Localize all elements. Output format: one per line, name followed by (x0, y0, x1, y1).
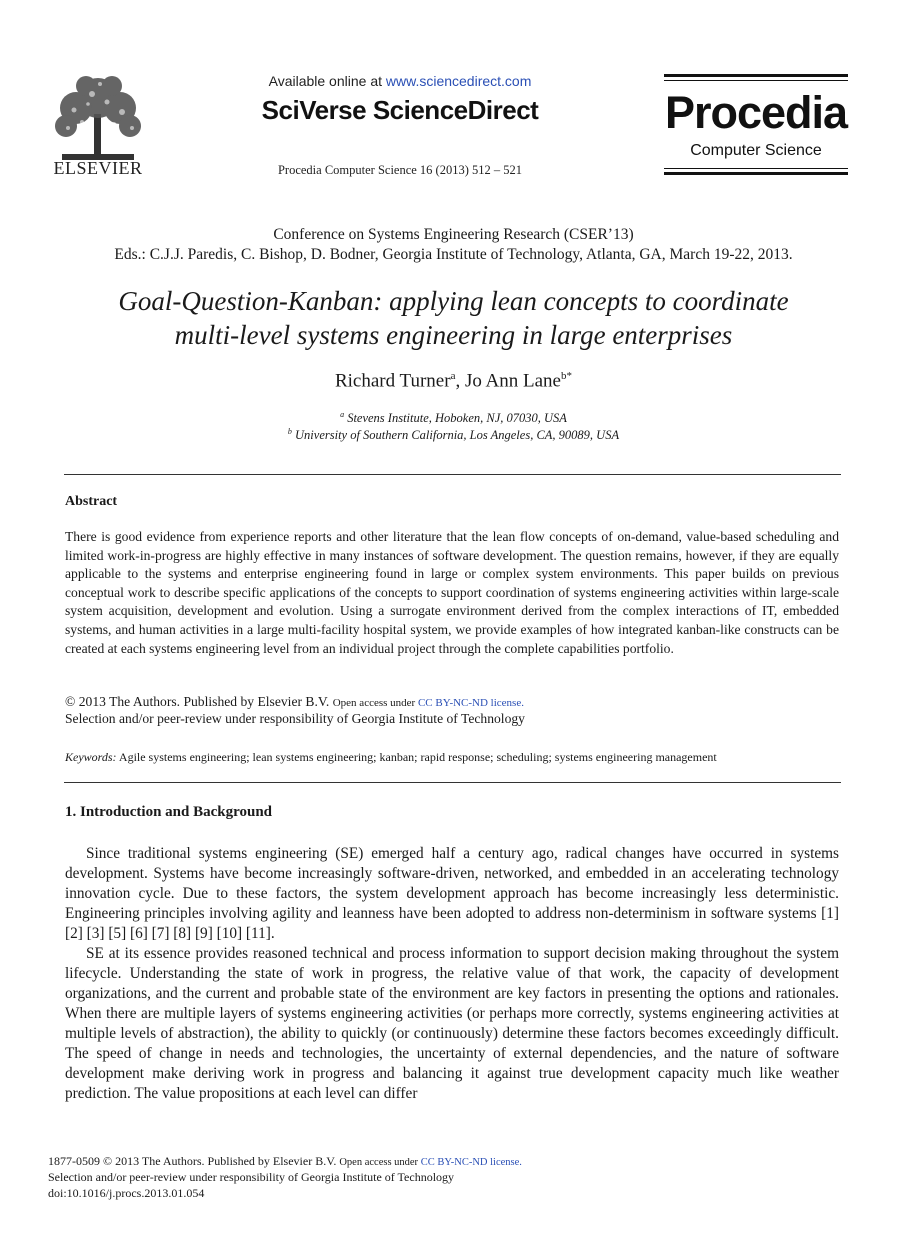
copyright-line (65, 694, 524, 710)
copyright-text: © 2013 The Authors. Published by Elsevier B.V. (65, 694, 333, 709)
abstract-body: There is good evidence from experience reports and other literature that the lean flow concepts of on-demand, value-based scheduling and limited work-in-progress are highly effective in many instances of software development. The question remains, however, if they are equally applicable to the systems and enterprise engineering found in large or complex system environments. This paper builds on previous conceptual work to describe specific applications of the concepts to support coordination of systems engineering activities within large-scale system acquisition, development and evolution. Using a surrogate environment derived from the complex interactions of IT, embedded systems, and human activities in a large multi-facility hospital system, we provide examples of how integrated kanban-like constructs can be created at each systems engineering level from an individual project through the complete capabilities portfolio. (65, 529, 839, 656)
footer-issn-line (48, 1154, 522, 1169)
footer-license-link[interactable]: CC BY-NC-ND license. (420, 1157, 522, 1168)
author-affil-marker: a (450, 370, 456, 382)
conference-name: Conference on Systems Engineering Research (CSER’13) (273, 226, 634, 243)
keywords-text: Agile systems engineering; lean systems engineering; kanban; rapid response; scheduling; systems engineering management (116, 750, 717, 764)
affiliation-text: Stevens Institute, Hoboken, NJ, 07030, USA (344, 411, 567, 426)
sciencedirect-link[interactable]: www.sciencedirect.com (385, 73, 532, 89)
footer-open-access: Open access under (339, 1157, 421, 1168)
peer-review-line: Selection and/or peer-review under responsibility of Georgia Institute of Technology (65, 711, 525, 726)
affiliation-text: University of Southern California, Los Angeles, CA, 90089, USA (291, 428, 620, 443)
procedia-logo (664, 74, 848, 176)
author-name: Jo Ann Lane (464, 370, 561, 392)
abstract-heading: Abstract (65, 494, 118, 509)
author-name: Richard Turner (334, 370, 451, 392)
affiliation-b (40, 427, 867, 443)
affiliation-a (40, 410, 867, 426)
license-link[interactable]: CC BY-NC-ND license. (417, 697, 524, 709)
divider-top (64, 474, 841, 475)
divider-bottom (64, 782, 841, 783)
journal-reference: Procedia Computer Science 16 (2013) 512 – 521 (277, 163, 523, 177)
conference-editors: Eds.: C.J.J. Paredis, C. Bishop, D. Bodner, Georgia Institute of Technology, Atlanta, GA, March 19-22, 2013. (114, 246, 793, 263)
procedia-subtitle: Computer Science (690, 142, 822, 159)
elsevier-tree-logo (52, 74, 144, 162)
author-separator: , (455, 370, 465, 392)
footer-copyright: 1877-0509 © 2013 The Authors. Published by Elsevier B.V. (48, 1154, 340, 1168)
body-paragraph-1: Since traditional systems engineering (SE) emerged half a century ago, radical changes have occurred in systems development. Systems have become increasingly software-driven, networked, and embedded in an accelerating technology innovation cycle. Due to these factors, the system development approach has become increasingly less deterministic. Engineering principles involving agility and leanness have been adopted to address non-determinism in software systems [1] [2] [3] [5] [6] [7] [8] [9] [10] [11]. (65, 845, 839, 942)
open-access-text: Open access under (332, 697, 418, 709)
author-affil-marker: b* (561, 370, 572, 382)
procedia-top-rule-thin (664, 80, 848, 81)
available-online-line (230, 73, 570, 89)
footer-peer-review: Selection and/or peer-review under responsibility of Georgia Institute of Technology (48, 1170, 455, 1184)
paper-title-line2: multi-level systems engineering in large enterprises (174, 320, 733, 350)
procedia-top-rule (664, 74, 848, 77)
elsevier-wordmark: ELSEVIER (53, 158, 143, 178)
procedia-bottom-rule-thin (664, 168, 848, 169)
keywords-line (65, 750, 717, 765)
procedia-wordmark: Procedia (664, 87, 848, 138)
affiliation-marker: a (340, 410, 345, 419)
keywords-label: Keywords: (65, 750, 117, 764)
body-paragraph-2: SE at its essence provides reasoned technical and process information to support decision making throughout the system lifecycle. Understanding the state of work in progress, the relative value of that work, the capacity of development organizations, and the current and probable state of the environment are key factors in presenting the options and rationales. When there are multiple layers of systems engineering activities (or perhaps more correctly, systems engineering activities at multiple levels of abstraction), the ability to quickly (or continuously) determine these factors becomes exceedingly difficult. The speed of change in needs and technologies, the uncertainty of external dependencies, and the nature of software development make deriving work in progress and balancing it against true development capacity much like weather prediction. The value propositions at each level can differ (65, 945, 839, 1102)
paper-title-line1: Goal-Question-Kanban: applying lean concepts to coordinate (118, 286, 789, 316)
procedia-bottom-rule (664, 172, 848, 175)
affiliation-marker: b (287, 427, 292, 436)
footer-doi: doi:10.1016/j.procs.2013.01.054 (48, 1186, 205, 1200)
sciverse-logo-text: SciVerse ScienceDirect (261, 95, 539, 125)
section-heading: 1. Introduction and Background (65, 804, 273, 820)
available-prefix: Available online at (268, 73, 386, 89)
author-list (40, 370, 867, 392)
